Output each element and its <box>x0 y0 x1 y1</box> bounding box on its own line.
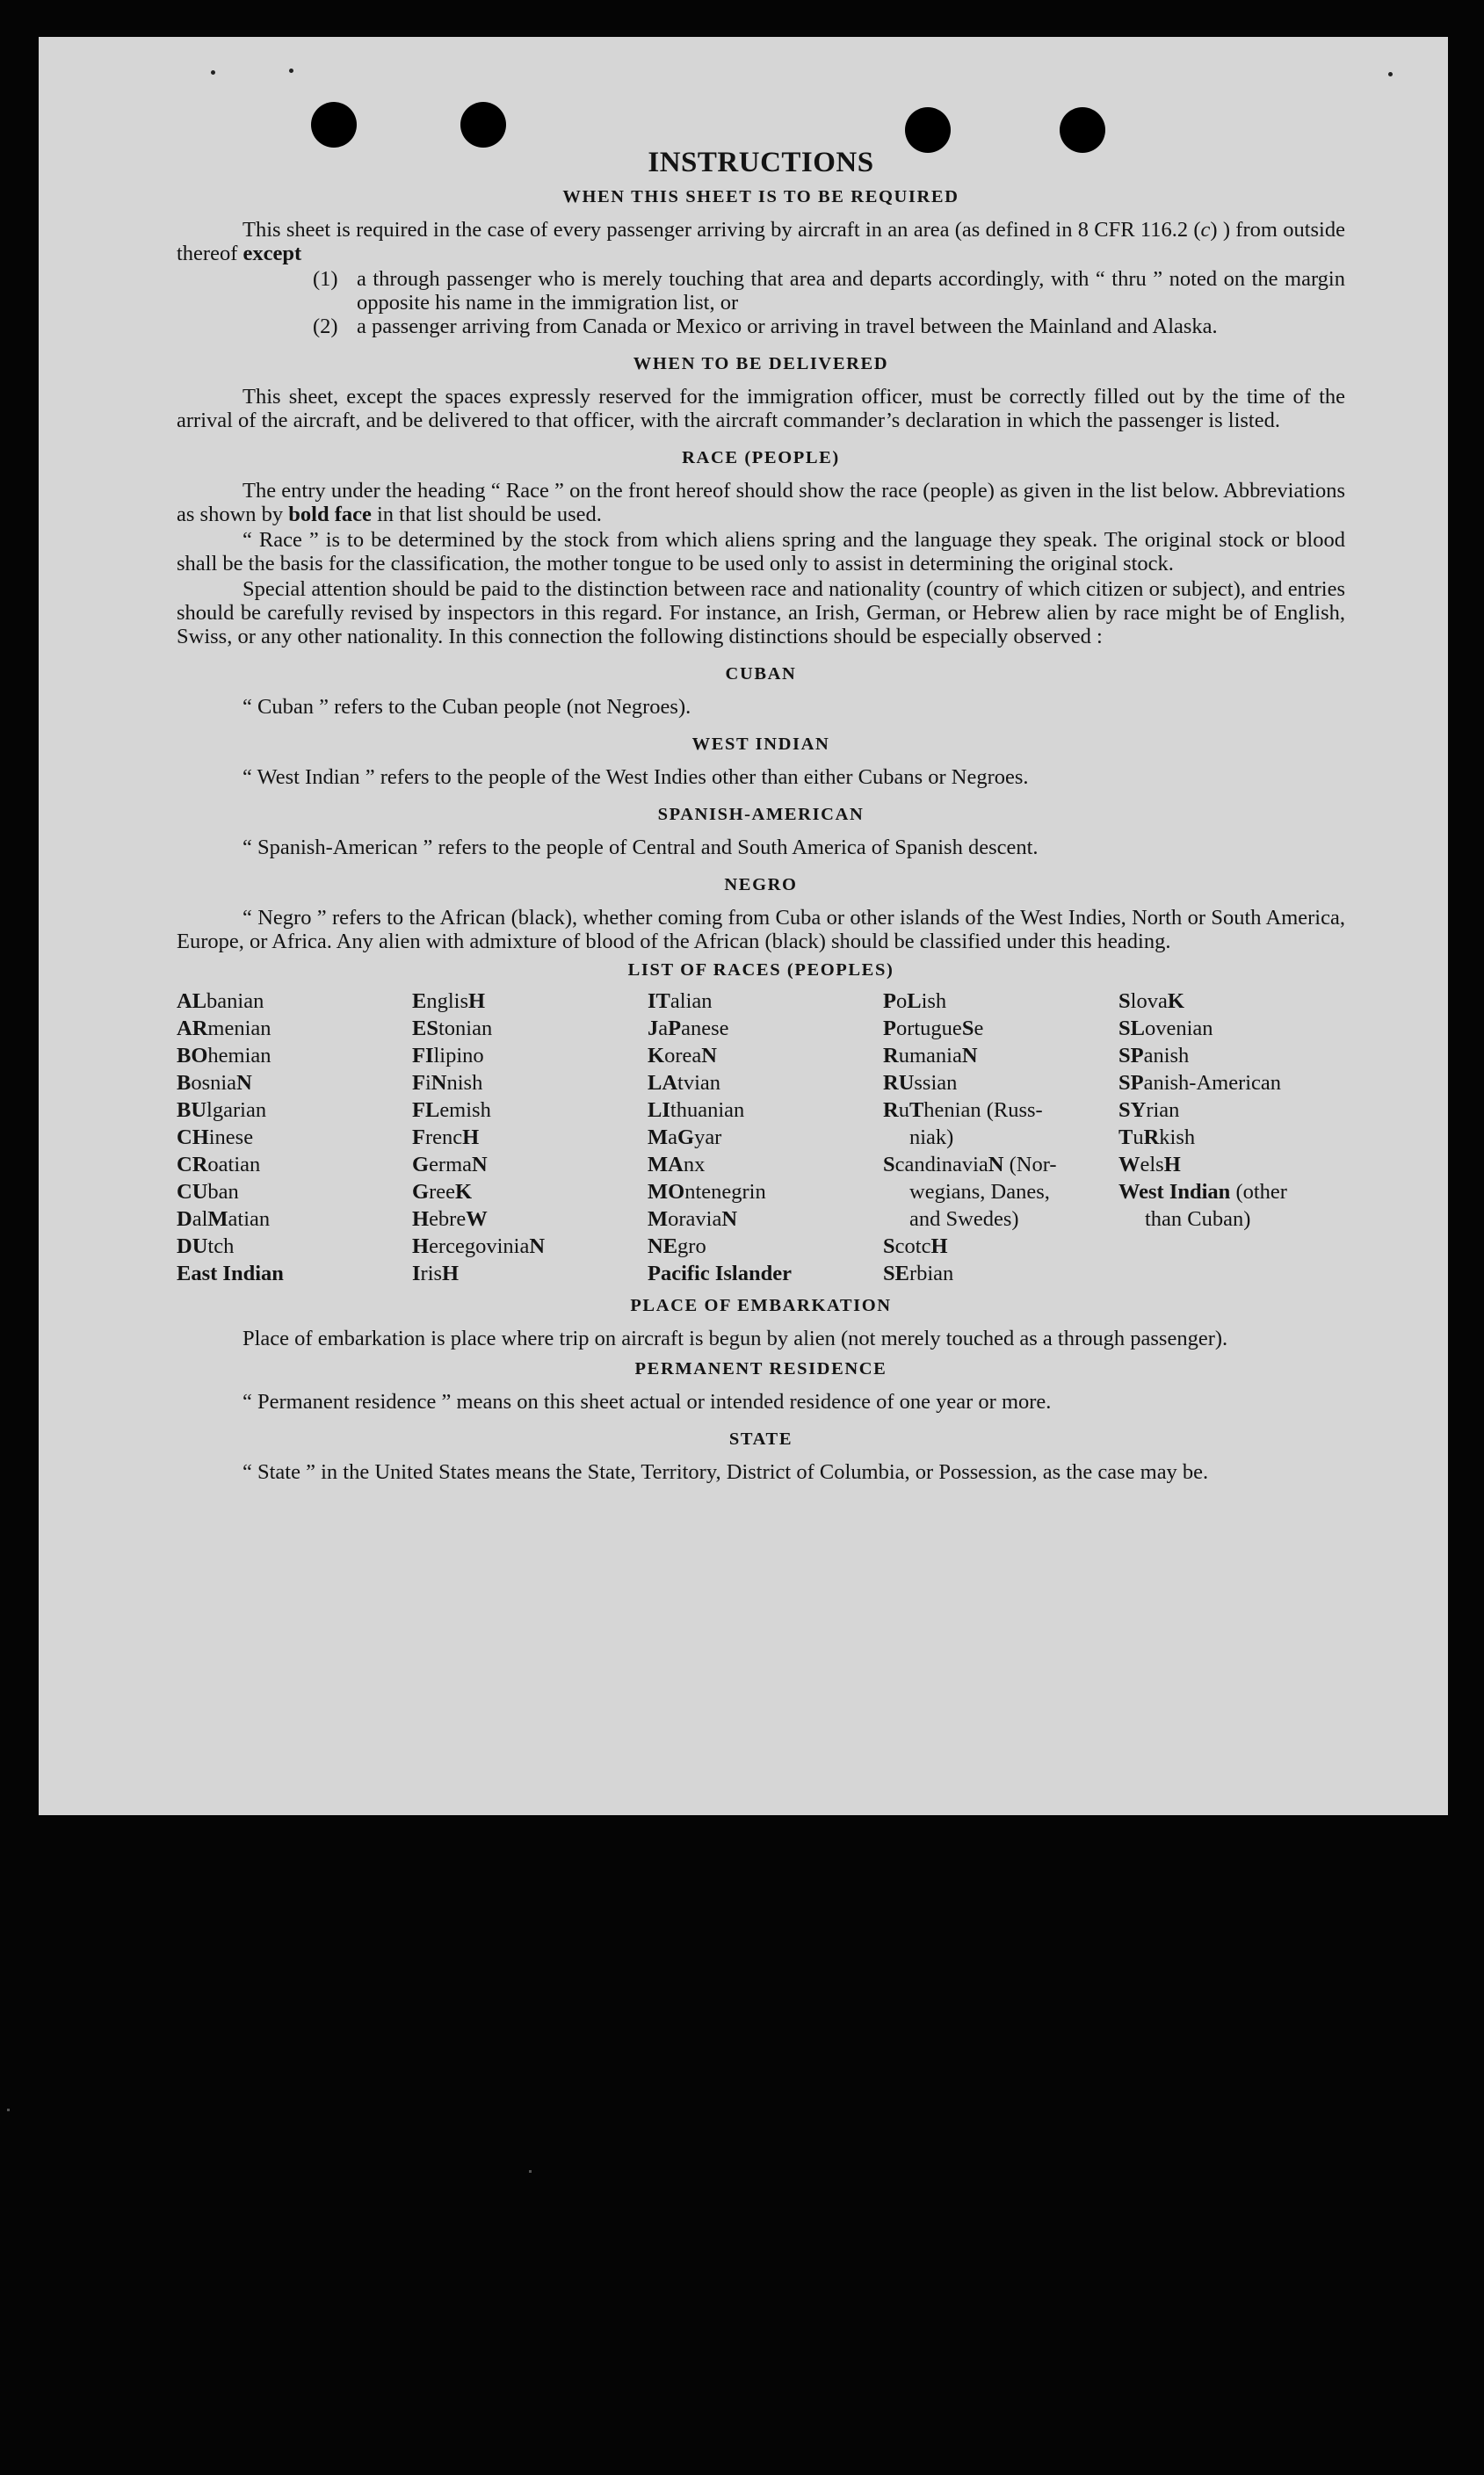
race-abbreviation: R <box>883 1098 899 1122</box>
race-abbreviation: SP <box>1118 1044 1144 1067</box>
instructions-content <box>177 147 1345 1486</box>
race-abbreviation: J <box>648 1017 659 1040</box>
cuban-paragraph: “ Cuban ” refers to the Cuban people (not Negroes). <box>243 695 691 719</box>
race-entry <box>412 1260 648 1287</box>
race-abbreviation: W <box>466 1207 488 1231</box>
race-name-part: lgarian <box>206 1098 267 1122</box>
race-name-part: henian (Russ- <box>923 1098 1043 1122</box>
exception-number: (2) <box>313 315 338 338</box>
race-abbreviation: AL <box>177 989 207 1013</box>
race-abbreviation: L <box>907 989 922 1013</box>
race-name-part: lipino <box>433 1044 484 1067</box>
race-abbreviation: G <box>677 1125 695 1149</box>
race-abbreviation: FI <box>412 1044 434 1067</box>
residence-paragraph: “ Permanent residence ” means on this sheet actual or intended residence of one year or more. <box>243 1390 1052 1414</box>
race-abbreviation: SP <box>1118 1071 1144 1095</box>
race-abbreviation: G <box>412 1180 430 1204</box>
race-abbreviation: K <box>648 1044 665 1067</box>
race-abbreviation: R <box>883 1044 899 1067</box>
race-abbreviation: LI <box>648 1098 670 1122</box>
spanish-american-paragraph: “ Spanish-American ” refers to the people of Central and South America of Spanish descent. <box>243 836 1039 859</box>
race-entry <box>177 1096 412 1124</box>
race-entry <box>883 1233 1118 1260</box>
race-entry <box>648 1151 883 1178</box>
race-name-part: nish <box>446 1071 483 1095</box>
race-abbreviation: S <box>1118 989 1131 1013</box>
exception-item <box>313 267 1345 315</box>
race-name-part: ebre <box>429 1207 467 1231</box>
race-abbreviation: N <box>529 1234 546 1258</box>
race-entry <box>177 1069 412 1096</box>
race-name-part: ris <box>420 1262 443 1285</box>
race-name-part: osnia <box>191 1071 237 1095</box>
race-name-part: atian <box>228 1207 271 1231</box>
race-entry <box>648 1178 883 1205</box>
race-name-part: renc <box>424 1125 463 1149</box>
race-name-part: nglis <box>426 989 468 1013</box>
race-name-part: ercegovinia <box>429 1234 530 1258</box>
speck <box>7 2109 10 2111</box>
race-name-part: a <box>658 1017 669 1040</box>
race-name-part: orea <box>664 1044 702 1067</box>
race-entry <box>1118 1015 1354 1042</box>
race-name-part: al <box>192 1207 208 1231</box>
race-abbreviation: MA <box>648 1153 684 1176</box>
race-abbreviation: FL <box>412 1098 440 1122</box>
race-name-part: tvian <box>677 1071 721 1095</box>
race-entry <box>648 1069 883 1096</box>
race-name-part: banian <box>206 989 264 1013</box>
race-abbreviation: SE <box>883 1262 909 1285</box>
delivered-paragraph: This sheet, except the spaces expressly reserved for the immigration officer, must be correctly filled out by the time of the arrival of the aircraft, and be delivered to that officer, with the aircraft commander’s declaration in which the passenger is listed. <box>177 385 1345 432</box>
race-entry <box>648 1233 883 1260</box>
section-heading-required: WHEN THIS SHEET IS TO BE REQUIRED <box>562 187 959 206</box>
race-abbreviation: I <box>412 1262 421 1285</box>
race-abbreviation: H <box>442 1262 460 1285</box>
race-abbreviation: NE <box>648 1234 678 1258</box>
race-name-part: i <box>424 1071 431 1095</box>
race-name-part: tch <box>207 1234 235 1258</box>
race-entry <box>883 1015 1118 1042</box>
race-entry <box>177 988 412 1015</box>
exception-item <box>313 315 1345 338</box>
race-entry <box>177 1042 412 1069</box>
race-abbreviation: S <box>883 1234 895 1258</box>
race-abbreviation: D <box>177 1207 192 1231</box>
race-entry <box>883 1096 1118 1124</box>
required-paragraph: This sheet is required in the case of every passenger arriving by aircraft in an area (as defined in 8 CFR 116.2 (c) ) from outside thereof except <box>177 218 1345 265</box>
race-name-part: ssian <box>914 1071 958 1095</box>
race-name-part: ree <box>429 1180 455 1204</box>
race-entry-continuation: than Cuban) <box>1145 1207 1251 1231</box>
race-name-part: anish-American <box>1143 1071 1282 1095</box>
race-name-part: yar <box>694 1125 722 1149</box>
race-name-part: u <box>1133 1125 1144 1149</box>
race-entry <box>648 988 883 1015</box>
race-abbreviation: IT <box>648 989 670 1013</box>
race-entry <box>177 1178 412 1205</box>
race-abbreviation: H <box>468 989 486 1013</box>
race-entry <box>648 1096 883 1124</box>
race-abbreviation: RU <box>883 1071 915 1095</box>
race-entry <box>1118 1205 1354 1233</box>
race-abbreviation: SL <box>1118 1017 1145 1040</box>
race-abbreviation: H <box>930 1234 948 1258</box>
race-entry <box>648 1205 883 1233</box>
race-entry <box>1118 988 1354 1015</box>
race-entry <box>648 1042 883 1069</box>
race-entry <box>883 1260 1118 1287</box>
race-abbreviation: CR <box>177 1153 208 1176</box>
state-paragraph: “ State ” in the United States means the State, Territory, District of Columbia, or Possession, as the case may be. <box>243 1460 1209 1484</box>
race-abbreviation: P <box>668 1017 682 1040</box>
race-abbreviation: BU <box>177 1098 207 1122</box>
race-abbreviation: H <box>462 1125 480 1149</box>
race-name-part: cotc <box>894 1234 931 1258</box>
race-entry <box>412 1069 648 1096</box>
race-abbreviation: N <box>721 1207 738 1231</box>
race-abbreviation: R <box>1143 1125 1160 1149</box>
race-paragraph-1: The entry under the heading “ Race ” on the front hereof should show the race (people) as given in the list below. Abbreviations as shown by bold face in that list should be used. <box>177 479 1345 526</box>
race-abbreviation: M <box>648 1125 669 1149</box>
race-abbreviation: F <box>412 1071 425 1095</box>
race-name-part: els <box>1140 1153 1164 1176</box>
race-abbreviation: LA <box>648 1071 678 1095</box>
race-abbreviation: East Indian <box>177 1262 284 1285</box>
race-abbreviation: H <box>412 1234 430 1258</box>
races-column <box>1118 988 1354 1287</box>
races-column <box>412 988 648 1287</box>
race-entry <box>412 1096 648 1124</box>
race-abbreviation: T <box>908 1098 924 1122</box>
section-heading-race: RACE (PEOPLE) <box>682 448 840 467</box>
race-entry-continuation: wegians, Danes, <box>909 1180 1050 1204</box>
race-name-part: rbian <box>908 1262 954 1285</box>
speck <box>289 69 293 73</box>
race-entry <box>177 1151 412 1178</box>
race-entry <box>177 1233 412 1260</box>
embarkation-paragraph: Place of embarkation is place where trip on aircraft is begun by alien (not merely touched as a through passenger). <box>243 1327 1228 1350</box>
race-name-part: oravia <box>668 1207 722 1231</box>
race-entry <box>177 1260 412 1287</box>
race-abbreviation: K <box>1167 989 1184 1013</box>
section-heading-residence: PERMANENT RESIDENCE <box>634 1359 887 1379</box>
race-name-part: ortugue <box>895 1017 962 1040</box>
races-column <box>883 988 1118 1287</box>
race-name-part: ovenian <box>1144 1017 1213 1040</box>
race-entry-continuation: and Swedes) <box>909 1207 1019 1231</box>
race-name-part: lova <box>1130 989 1168 1013</box>
race-name-part: (Nor- <box>1003 1153 1057 1176</box>
race-abbreviation: SY <box>1118 1098 1147 1122</box>
race-name-part: alian <box>670 989 713 1013</box>
west-indian-paragraph: “ West Indian ” refers to the people of the West Indies other than either Cubans or Negroes. <box>243 765 1029 789</box>
race-entry <box>412 1151 648 1178</box>
punch-hole <box>905 107 951 153</box>
race-entry <box>412 1205 648 1233</box>
exception-text: a passenger arriving from Canada or Mexico or arriving in travel between the Mainland and Alaska. <box>357 315 1218 338</box>
race-entry <box>883 1069 1118 1096</box>
punch-hole <box>1060 107 1105 153</box>
races-column <box>648 988 883 1287</box>
race-entry <box>1118 1069 1354 1096</box>
race-entry <box>412 1178 648 1205</box>
race-abbreviation: H <box>412 1207 430 1231</box>
section-heading-list-of-races: LIST OF RACES (PEOPLES) <box>627 960 894 980</box>
race-name-part: (other <box>1230 1180 1287 1204</box>
race-entry <box>883 1178 1118 1205</box>
race-name-part: anese <box>681 1017 729 1040</box>
section-heading-spanish-american: SPANISH-AMERICAN <box>657 805 865 824</box>
race-name-part: e <box>974 1017 984 1040</box>
race-name-part: ntenegrin <box>684 1180 766 1204</box>
race-name-part: u <box>898 1098 909 1122</box>
races-table <box>177 988 1345 1287</box>
speck <box>529 2170 532 2173</box>
race-entry <box>412 988 648 1015</box>
race-abbreviation: AR <box>177 1017 208 1040</box>
speck <box>211 70 215 75</box>
race-entry <box>1118 1096 1354 1124</box>
race-abbreviation: BO <box>177 1044 208 1067</box>
race-abbreviation: S <box>883 1153 895 1176</box>
race-abbreviation: N <box>236 1071 252 1095</box>
race-name-part: gro <box>677 1234 706 1258</box>
section-heading-west-indian: WEST INDIAN <box>691 735 830 754</box>
race-abbreviation: ES <box>412 1017 438 1040</box>
section-heading-negro: NEGRO <box>724 875 798 894</box>
race-entry <box>883 988 1118 1015</box>
race-name-part: nx <box>683 1153 706 1176</box>
race-abbreviation: G <box>412 1153 430 1176</box>
race-name-part: rian <box>1146 1098 1180 1122</box>
race-entry <box>412 1042 648 1069</box>
race-entry <box>412 1124 648 1151</box>
race-abbreviation: N <box>701 1044 717 1067</box>
race-abbreviation: M <box>207 1207 228 1231</box>
race-abbreviation: N <box>431 1071 447 1095</box>
race-abbreviation: N <box>472 1153 488 1176</box>
race-abbreviation: B <box>177 1071 192 1095</box>
race-name-part: ban <box>207 1180 239 1204</box>
page-title: INSTRUCTIONS <box>648 147 874 178</box>
race-abbreviation: MO <box>648 1180 685 1204</box>
race-name-part: emish <box>439 1098 491 1122</box>
race-name-part: a <box>668 1125 677 1149</box>
race-name-part: kish <box>1159 1125 1196 1149</box>
race-abbreviation: CU <box>177 1180 208 1204</box>
race-name-part: oatian <box>207 1153 261 1176</box>
race-entry <box>648 1124 883 1151</box>
races-column <box>177 988 412 1287</box>
race-paragraph-3: Special attention should be paid to the distinction between race and nationality (country of which citizen or subject), and entries should be carefully revised by inspectors in this regard. For instance, an Irish, German, or Hebrew alien by race might be of English, Swiss, or any other nationality. In this connection the following distinctions should be especially observed : <box>177 577 1345 648</box>
race-name-part: thuanian <box>670 1098 745 1122</box>
race-entry-continuation: niak) <box>909 1125 954 1149</box>
race-abbreviation: H <box>1163 1153 1181 1176</box>
race-entry <box>412 1233 648 1260</box>
race-abbreviation: W <box>1118 1153 1140 1176</box>
section-heading-state: STATE <box>728 1429 793 1449</box>
race-abbreviation: P <box>883 1017 896 1040</box>
race-abbreviation: DU <box>177 1234 208 1258</box>
race-name-part: anish <box>1143 1044 1190 1067</box>
race-name-part: umania <box>898 1044 962 1067</box>
race-entry <box>883 1151 1118 1178</box>
punch-hole <box>311 102 357 148</box>
race-name-part: candinavia <box>894 1153 988 1176</box>
section-heading-cuban: CUBAN <box>725 664 797 684</box>
section-heading-embarkation: PLACE OF EMBARKATION <box>630 1296 892 1315</box>
race-abbreviation: P <box>883 989 896 1013</box>
race-name-part: o <box>895 989 908 1013</box>
race-entry <box>1118 1042 1354 1069</box>
race-entry <box>1118 1178 1354 1205</box>
race-abbreviation: S <box>961 1017 974 1040</box>
race-name-part: menian <box>207 1017 271 1040</box>
race-name-part: hemian <box>207 1044 271 1067</box>
race-abbreviation: F <box>412 1125 425 1149</box>
race-entry <box>412 1015 648 1042</box>
race-abbreviation: Pacific Islander <box>648 1262 792 1285</box>
race-name-part: erma <box>429 1153 473 1176</box>
race-entry <box>177 1124 412 1151</box>
race-entry <box>177 1205 412 1233</box>
race-abbreviation: N <box>988 1153 1004 1176</box>
race-entry <box>883 1042 1118 1069</box>
race-name-part: ish <box>921 989 947 1013</box>
race-abbreviation: T <box>1118 1125 1133 1149</box>
race-entry <box>648 1260 883 1287</box>
race-abbreviation: K <box>454 1180 473 1204</box>
race-entry <box>1118 1124 1354 1151</box>
race-paragraph-2: “ Race ” is to be determined by the stock from which aliens spring and the language they speak. The original stock or blood shall be the basis for the classification, the mother tongue to be used only to assist in determining the original stock. <box>177 528 1345 575</box>
race-entry <box>177 1015 412 1042</box>
race-abbreviation: M <box>648 1207 669 1231</box>
section-heading-delivered: WHEN TO BE DELIVERED <box>633 354 889 373</box>
race-entry <box>648 1015 883 1042</box>
race-name-part: tonian <box>438 1017 493 1040</box>
exception-number: (1) <box>313 267 338 291</box>
speck <box>1388 72 1393 76</box>
race-name-part: inese <box>208 1125 254 1149</box>
race-entry <box>883 1205 1118 1233</box>
race-abbreviation: CH <box>177 1125 209 1149</box>
exception-text: a through passenger who is merely touching that area and departs accordingly, with “ thru ” noted on the margin opposite his name in the immigration list, or <box>357 267 1345 315</box>
race-entry <box>1118 1151 1354 1178</box>
negro-paragraph: “ Negro ” refers to the African (black), whether coming from Cuba or other islands of the West Indies, North or South America, Europe, or Africa. Any alien with admixture of blood of the African (black) should be classified under this heading. <box>177 906 1345 953</box>
race-abbreviation: West Indian <box>1118 1180 1231 1204</box>
race-abbreviation: E <box>412 989 427 1013</box>
punch-hole <box>460 102 506 148</box>
document-page <box>39 37 1448 1815</box>
race-entry <box>883 1124 1118 1151</box>
race-abbreviation: N <box>961 1044 978 1067</box>
